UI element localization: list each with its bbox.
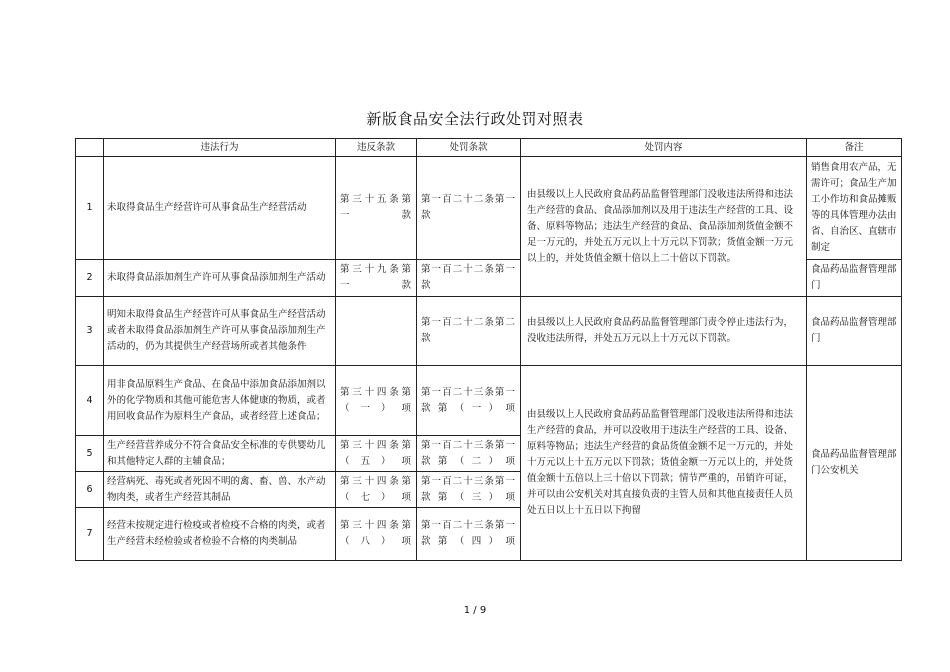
row-penalty-article: 第一百二十三条第一款第（四）项	[417, 508, 521, 561]
row-behavior: 未取得食品添加剂生产许可从事食品添加剂生产活动	[104, 260, 336, 297]
header-row	[76, 139, 902, 157]
row-penalty-article: 第一百二十二条第一款	[417, 157, 521, 260]
row-number: 7	[76, 508, 104, 561]
row-note: 食品药品监督管理部门公安机关	[807, 366, 902, 561]
header-violated-article: 违反条款	[336, 139, 417, 157]
row-number: 5	[76, 436, 104, 472]
header-penalty-content: 处罚内容	[521, 139, 807, 157]
header-behavior: 违法行为	[104, 139, 336, 157]
row-behavior: 经营未按规定进行检疫或者检疫不合格的肉类，或者生产经营未经检验或者检验不合格的肉类制品	[104, 508, 336, 561]
document-title: 新版食品安全法行政处罚对照表	[366, 110, 584, 128]
row-number: 4	[76, 366, 104, 436]
penalty-content: 由县级以上人民政府食品药品监督管理部门没收违法所得和违法生产经营的食品，并可以没收用于违法生产经营的工具、设备、原料等物品；违法生产经营的食品货值金额不足一万元的，并处十万元以上十五万元以下罚款；货值金额一万元以上的，并处货值金额十五倍以上三十倍以下罚款；情节严重的，吊销许可证，并可以由公安机关对其直接负责的主管人员和其他直接责任人员处五日以上十五日以下拘留	[521, 366, 807, 561]
row-violated-article: 第三十四条第（一）项	[336, 366, 417, 436]
row-number: 6	[76, 472, 104, 508]
row-behavior: 明知未取得食品生产经营许可从事食品生产经营活动或者未取得食品添加剂生产许可从事食品添加剂生产活动的，仍为其提供生产经营场所或者其他条件	[104, 297, 336, 366]
row-penalty-article: 第一百二十二条第二款	[417, 297, 521, 366]
page-indicator: 1 / 9	[463, 605, 487, 616]
penalty-table	[75, 138, 902, 561]
row-violated-article	[336, 297, 417, 366]
header-note: 备注	[807, 139, 902, 157]
row-number: 3	[76, 297, 104, 366]
row-violated-article: 第三十五条第一款	[336, 157, 417, 260]
row-behavior: 用非食品原料生产食品、在食品中添加食品添加剂以外的化学物质和其他可能危害人体健康的物质，或者用回收食品作为原料生产食品，或者经营上述食品；	[104, 366, 336, 436]
table-row	[76, 297, 902, 366]
penalty-content: 由县级以上人民政府食品药品监督管理部门责令停止违法行为，没收违法所得，并处五万元以上十万元以下罚款。	[521, 297, 807, 366]
penalty-content: 由县级以上人民政府食品药品监督管理部门没收违法所得和违法生产经营的食品、食品添加剂以及用于违法生产经营的工具、设备、原料等物品；违法生产经营的食品、食品添加剂货值金额不足一万元的，并处五万元以上十万元以下罚款；货值金额一万元以上的，并处货值金额十倍以上二十倍以下罚款。	[521, 157, 807, 297]
header-penalty-article: 处罚条款	[417, 139, 521, 157]
row-note: 销售食用农产品，无需许可；食品生产加工小作坊和食品摊贩等的具体管理办法由省、自治区、直辖市制定	[807, 157, 902, 260]
row-penalty-article: 第一百二十三条第一款第（二）项	[417, 436, 521, 472]
row-number: 1	[76, 157, 104, 260]
row-violated-article: 第三十九条第一款	[336, 260, 417, 297]
row-behavior: 生产经营营养成分不符合食品安全标准的专供婴幼儿和其他特定人群的主辅食品；	[104, 436, 336, 472]
row-penalty-article: 第一百二十三条第一款第（三）项	[417, 472, 521, 508]
table-row	[76, 157, 902, 260]
row-behavior: 未取得食品生产经营许可从事食品生产经营活动	[104, 157, 336, 260]
row-violated-article: 第三十四条第（七）项	[336, 472, 417, 508]
row-behavior: 经营病死、毒死或者死因不明的禽、畜、兽、水产动物肉类，或者生产经营其制品	[104, 472, 336, 508]
row-note: 食品药品监督管理部门	[807, 260, 902, 297]
table-row	[76, 366, 902, 436]
row-penalty-article: 第一百二十二条第一款	[417, 260, 521, 297]
header-no	[76, 139, 104, 157]
row-violated-article: 第三十四条第（八）项	[336, 508, 417, 561]
row-violated-article: 第三十四条第（五）项	[336, 436, 417, 472]
row-note: 食品药品监督管理部门	[807, 297, 902, 366]
row-penalty-article: 第一百二十三条第一款第（一）项	[417, 366, 521, 436]
row-number: 2	[76, 260, 104, 297]
